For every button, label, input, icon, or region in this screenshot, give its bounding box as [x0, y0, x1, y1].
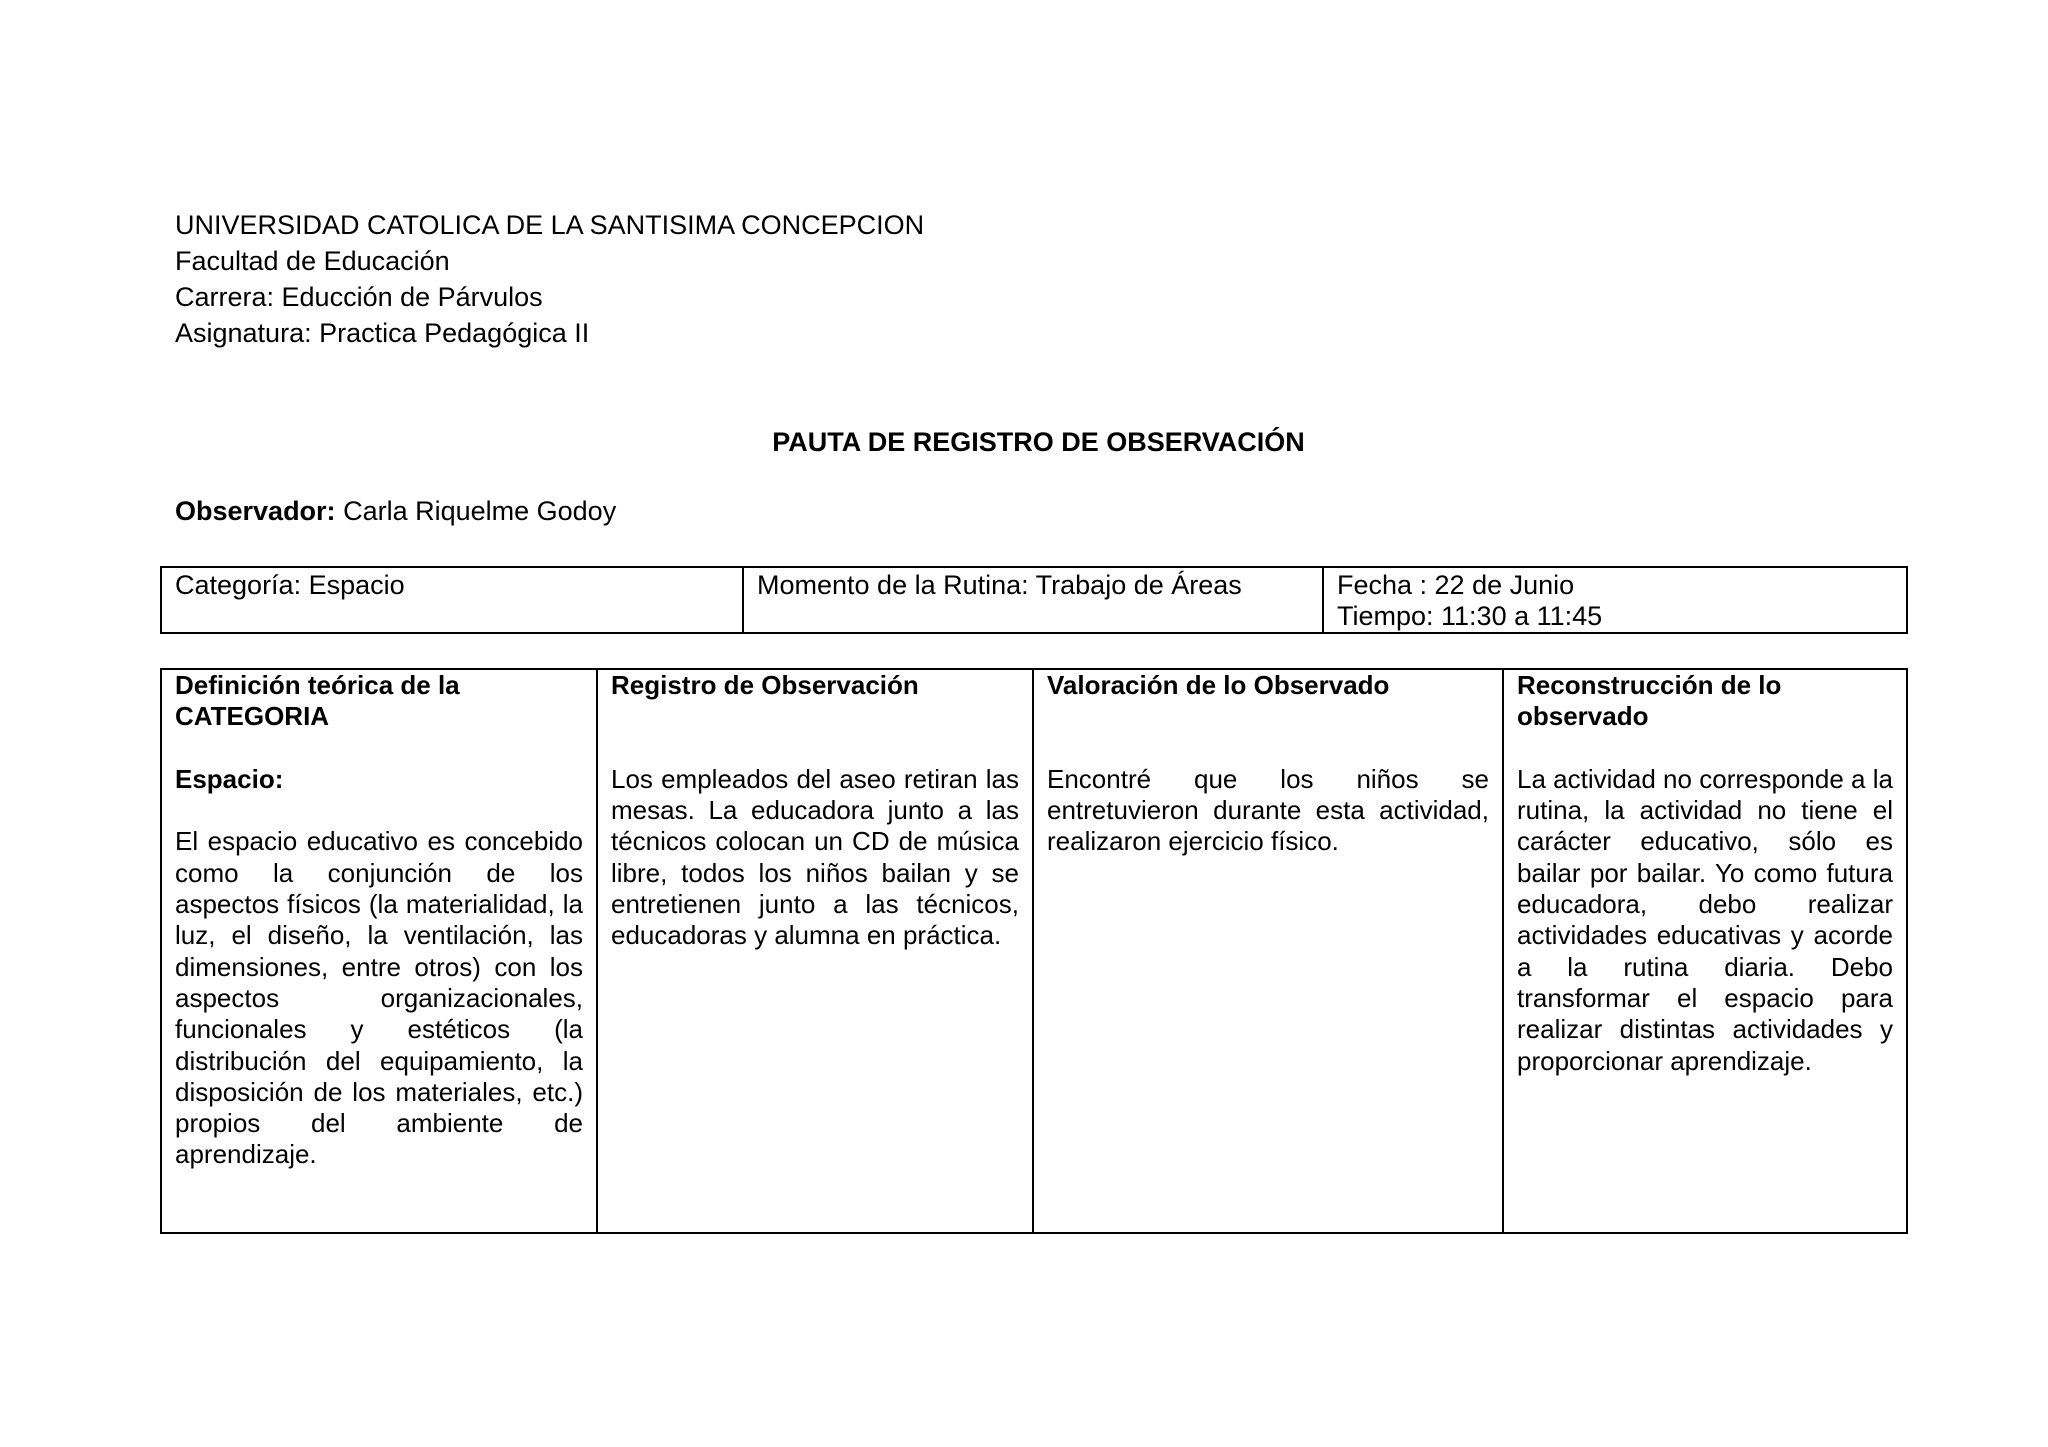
observation-row [161, 669, 1907, 1233]
date-text: Fecha : 22 de Junio [1337, 570, 1575, 600]
observer-name: Carla Riquelme Godoy [343, 496, 617, 526]
date-time-cell [1323, 567, 1907, 633]
observation-table [160, 668, 1908, 1234]
column-header-definition: Definición teórica de la CATEGORIA [175, 670, 460, 732]
university-name: UNIVERSIDAD CATOLICA DE LA SANTISIMA CONCEPCION [175, 210, 925, 240]
document-title: PAUTA DE REGISTRO DE OBSERVACIÓN [772, 427, 1305, 457]
column-header-valuation: Valoración de lo Observado [1047, 670, 1390, 700]
document-header [175, 207, 924, 351]
observer-label: Observador: [175, 496, 336, 526]
info-row [161, 567, 1907, 633]
faculty-name: Facultad de Educación [175, 246, 450, 276]
valuation-cell [1033, 669, 1503, 1233]
column-header-observation: Registro de Observación [611, 670, 919, 700]
observer-line [175, 493, 616, 529]
moment-cell: Momento de la Rutina: Trabajo de Áreas [743, 567, 1323, 633]
subject-name: Asignatura: Practica Pedagógica II [175, 318, 590, 348]
definition-cell [161, 669, 597, 1233]
time-text: Tiempo: 11:30 a 11:45 [1337, 601, 1603, 631]
reconstruction-text: La actividad no corresponde a la rutina, la actividad no tiene el carácter educativo, sólo es bailar por bailar. Yo como futura educadora, debo realizar actividades educativas y acorde a la rutina diaria. Debo transformar el espacio para realizar distintas actividades y proporcionar aprendizaje. [1517, 763, 1893, 1076]
observation-cell [597, 669, 1033, 1233]
category-cell: Categoría: Espacio [161, 567, 743, 633]
career-name: Carrera: Educción de Párvulos [175, 282, 543, 312]
reconstruction-cell [1503, 669, 1907, 1233]
valuation-text: Encontré que los niños se entretuvieron durante esta actividad, realizaron ejercicio físico. [1047, 763, 1489, 857]
definition-text: El espacio educativo es concebido como la conjunción de los aspectos físicos (la materialidad, la luz, el diseño, la ventilación, las dimensiones, entre otros) con los aspectos organizacionales, funcionales y estéticos (la distribución del equipamiento, la disposición de los materiales, etc.) propios del ambiente de aprendizaje. [175, 826, 583, 1170]
column-header-reconstruction: Reconstrucción de lo observado [1517, 670, 1782, 732]
observation-text: Los empleados del aseo retiran las mesas. La educadora junto a las técnicos colocan un CD de música libre, todos los niños bailan y se entretienen junto a las técnicos, educadoras y alumna en práctica. [611, 763, 1019, 951]
info-table [160, 566, 1908, 634]
definition-subtitle: Espacio: [175, 763, 284, 794]
